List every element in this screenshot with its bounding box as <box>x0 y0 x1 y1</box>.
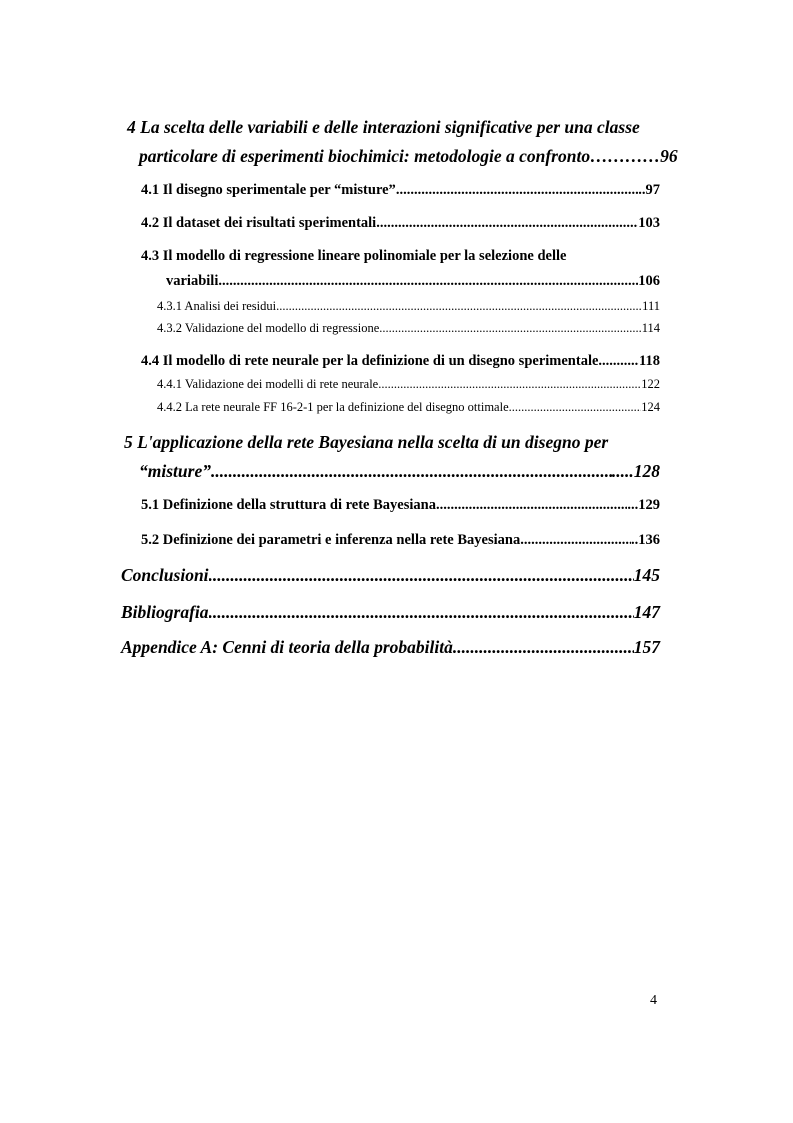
subsection-4-4-2-page: 124 <box>641 400 660 414</box>
chapter-4-title-line-1: 4 La scelta delle variabili e delle interazioni significative per una classe <box>127 117 640 137</box>
subsection-4-4-2-title: 4.4.2 La rete neurale FF 16-2-1 per la definizione del disegno ottimale <box>157 400 509 414</box>
leader-dots <box>378 377 641 392</box>
leader-dots <box>376 215 638 232</box>
leader-dots <box>509 400 642 415</box>
leader-dots <box>453 637 634 658</box>
leader-dots <box>379 321 641 336</box>
subsection-4-3-1-page: 111 <box>642 299 660 313</box>
subsection-4-3-1-title: 4.3.1 Analisi dei residui <box>157 299 277 313</box>
section-4-3-page: 106 <box>638 273 660 289</box>
toc-bibliografia[interactable] <box>121 602 660 623</box>
leader-dots <box>209 602 634 623</box>
toc-section-4-2[interactable] <box>141 215 660 232</box>
conclusioni-title: Conclusioni <box>121 565 209 585</box>
subsection-4-4-1-page: 122 <box>641 377 660 391</box>
chapter-5-title-line-1: 5 L'applicazione della rete Bayesiana nella scelta di un disegno per <box>124 432 609 452</box>
leader-dots <box>218 273 638 290</box>
chapter-5-title-line-2-row <box>139 461 660 482</box>
leader-dots <box>211 461 612 482</box>
chapter-5-title-line-2: “misture” <box>139 461 211 481</box>
appendice-a-title: Appendice A: Cenni di teoria della probabilità <box>121 637 453 657</box>
leader-dots <box>520 532 631 549</box>
chapter-5-page: .....128 <box>611 461 660 481</box>
section-4-3-title-line-2: variabili <box>166 273 219 289</box>
section-4-3-title-line-2-row <box>166 273 660 290</box>
bibliografia-title: Bibliografia <box>121 602 209 622</box>
section-4-1-page: ..97 <box>638 182 660 198</box>
toc-subsection-4-4-2[interactable] <box>157 400 660 415</box>
section-4-4-title: 4.4 Il modello di rete neurale per la definizione di un disegno sperimentale <box>141 353 599 369</box>
toc-section-4-4[interactable] <box>141 353 660 370</box>
section-4-2-title: 4.2 Il dataset dei risultati sperimentali <box>141 215 377 231</box>
chapter-4-page: 96 <box>660 146 678 166</box>
section-5-1-page: ...129 <box>627 497 660 513</box>
appendice-a-page: 157 <box>633 637 660 657</box>
section-5-2-page: ..136 <box>631 532 660 548</box>
section-5-2-title: 5.2 Definizione dei parametri e inferenza nella rete Bayesiana <box>141 532 521 548</box>
leader-dots <box>598 353 639 370</box>
toc-subsection-4-3-2[interactable] <box>157 321 660 336</box>
page-number: 4 <box>650 993 657 1008</box>
bibliografia-page: 147 <box>633 602 660 622</box>
subsection-4-3-2-page: 114 <box>641 321 660 335</box>
toc-conclusioni[interactable] <box>121 565 660 586</box>
subsection-4-4-1-title: 4.4.1 Validazione dei modelli di rete neurale <box>157 377 379 391</box>
section-5-1-title: 5.1 Definizione della struttura di rete Bayesiana <box>141 497 436 513</box>
section-4-4-page: 118 <box>639 353 660 369</box>
section-4-3-title-line-1: 4.3 Il modello di regressione lineare polinomiale per la selezione delle <box>141 248 567 264</box>
toc-subsection-4-4-1[interactable] <box>157 377 660 392</box>
chapter-4-leader-dots: ………… <box>590 146 661 166</box>
subsection-4-3-2-title: 4.3.2 Validazione del modello di regressione <box>157 321 380 335</box>
section-4-2-page: 103 <box>638 215 660 231</box>
section-4-1-title: 4.1 Il disegno sperimentale per “misture” <box>141 182 396 198</box>
toc-appendice-a[interactable] <box>121 637 660 658</box>
chapter-4-title-line-2-row <box>139 146 678 167</box>
leader-dots <box>209 565 634 586</box>
leader-dots <box>276 299 642 314</box>
leader-dots <box>396 182 638 199</box>
toc-section-5-1[interactable] <box>141 497 660 514</box>
chapter-4-title-line-2: particolare di esperimenti biochimici: metodologie a confronto <box>139 146 591 166</box>
conclusioni-page: 145 <box>633 565 660 585</box>
toc-section-4-1[interactable] <box>141 182 660 199</box>
toc-subsection-4-3-1[interactable] <box>157 299 660 314</box>
toc-section-5-2[interactable] <box>141 532 660 549</box>
leader-dots <box>436 497 627 514</box>
